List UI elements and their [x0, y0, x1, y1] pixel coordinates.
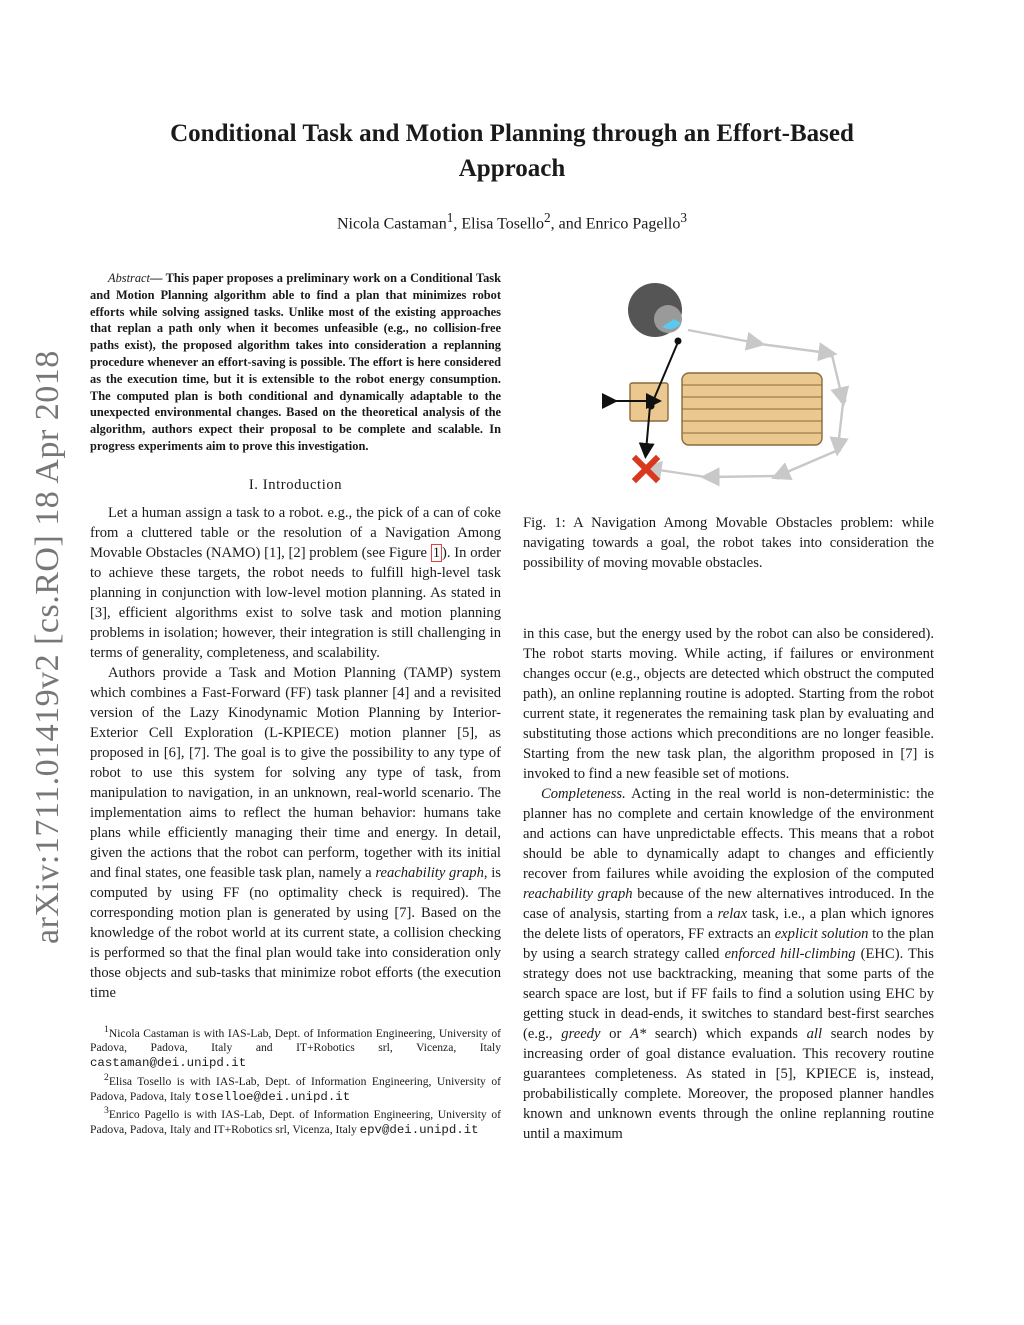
emphasis-text: reachability graph — [523, 886, 633, 902]
paragraph-text: Authors provide a Task and Motion Planning (TAMP) system which combines a Fast-Forward (FF) task planner [4] and a revisited version of the Lazy Kinodynamic Motion Planning by Interior-Exterior Cell Exploration (L-KPIECE) motion planner [5], as proposed in [6], [7]. The goal is to give the possibility to any type of robot to use this system for solving any type of task, from manipulation to navigation, in an unknown, real-world scenario. The implementation aims to reflect the human behavior: humans take plans while efficiently managing their time and energy. In detail, given the actions that the robot can perform, together with its initial and final states, one feasible task plan, namely a — [90, 664, 501, 881]
figure-caption: Fig. 1: A Navigation Among Movable Obstacles problem: while navigating towards a goal, the robot takes into consideration the possibility of moving movable obstacles. — [523, 515, 934, 571]
author-name: Elisa Tosello — [461, 215, 544, 233]
email-link[interactable]: castaman@dei.unipd.it — [90, 1056, 247, 1071]
namo-diagram — [600, 275, 860, 490]
right-column — [523, 624, 934, 1144]
footnote-text: Enrico Pagello is with IAS-Lab, Dept. of Information Engineering, University of Padova, Padova, Italy and IT+Robotics srl, Vicenza, Italy — [90, 1108, 501, 1137]
author-name: Enrico Pagello — [585, 215, 681, 233]
footnote-text: Nicola Castaman is with IAS-Lab, Dept. of Information Engineering, University of Padova, Padova, Italy and IT+Robotics srl, Vicenza, Italy — [90, 1026, 501, 1055]
emphasis-text: explicit solution — [774, 926, 869, 942]
paragraph-text: Acting in the real world is non-deterministic: the planner has no complete and certain knowledge of the environment and actions can have unpredictable effects. This means that a robot should be able to dynamically adapt to changes and efficiently recover from failures while avoiding the explosion of the computed — [523, 786, 934, 882]
paragraph-text: Let a human assign a task to a robot. e.g., the pick of a can of coke from a cluttered table or the resolution of a Navigation Among Movable Obstacles (NAMO) [1], [2] problem (see Figure — [90, 504, 501, 561]
abstract-text: This paper proposes a preliminary work on a Conditional Task and Motion Planning algorithm able to find a plan that minimizes robot efforts while solving assigned tasks. Unlike most of the existing approaches that replan a path only when it becomes unfeasible (e.g., no collision-free paths exist), the proposed algorithm takes into consideration a replanning procedure whenever an effort-saving is possible. The effort is here considered as the execution time, but it is extensible to the robot energy consumption. The computed plan is both conditional and dynamically adaptable to the unexpected environmental changes. Based on the theoretical analysis of the algorithm, authors expect their proposal to be complete and scalable. In progress experiments aim to prove this investigation. — [90, 271, 501, 453]
large-obstacle-table — [682, 373, 822, 445]
author-line — [120, 210, 904, 233]
robot — [628, 283, 682, 337]
footnote — [90, 1104, 501, 1137]
footnote-mark: 3 — [104, 1105, 109, 1117]
footnote — [90, 1023, 501, 1071]
intro-paragraph — [90, 663, 501, 1003]
emphasis-text: greedy — [561, 1026, 601, 1042]
footnotes — [90, 1023, 501, 1138]
abstract-dash: — — [150, 271, 166, 285]
arxiv-stamp: arXiv:1711.01419v2 [cs.RO] 18 Apr 2018 — [29, 350, 66, 945]
email-link[interactable]: toselloe@dei.unipd.it — [194, 1089, 351, 1104]
figure-ref-link[interactable]: 1 — [432, 544, 441, 561]
footnote-mark: 2 — [104, 1072, 109, 1084]
footnote-mark: 1 — [104, 1023, 109, 1035]
paragraph-text: to the plan by using a search strategy called — [523, 926, 934, 962]
paragraph-text: search nodes by increasing order of goal distance evaluation. This recovery routine guarantees completeness. As stated in [5], KPIECE is, instead, probabilistically complete. Moreover, the proposed planner handles known and unknown events through the online replanning routine until a maximum — [523, 1026, 934, 1142]
intro-paragraph — [90, 503, 501, 663]
emphasis-text: relax — [717, 906, 748, 922]
paper-title: Conditional Task and Motion Planning through an Effort-Based Approach — [170, 120, 854, 182]
left-column — [90, 270, 501, 1138]
completeness-paragraph — [523, 784, 934, 1144]
paragraph-text: (EHC). This strategy does not use backtracking, meaning that some parts of the search space are lost, but if FF fails to find a solution using EHC by getting stuck in dead-ends, it switches to standard best-first searches (e.g., — [523, 946, 934, 1042]
emphasis-text: all — [806, 1026, 823, 1042]
emphasis-text: enforced hill-climbing — [724, 946, 856, 962]
paragraph-heading: Completeness. — [541, 786, 626, 802]
abstract-label: Abstract — [108, 271, 150, 285]
paragraph-text: or — [600, 1026, 630, 1042]
namo-figure — [600, 275, 860, 490]
email-link[interactable]: epv@dei.unipd.it — [359, 1123, 479, 1138]
footnote-text: Elisa Tosello is with IAS-Lab, Dept. of Information Engineering, University of Padova, Padova, Italy — [90, 1074, 501, 1103]
section-heading-introduction: I. Introduction — [248, 476, 343, 493]
abstract — [90, 270, 501, 455]
paragraph-text: search) which expands — [646, 1026, 807, 1042]
emphasis-text: A* — [630, 1026, 647, 1042]
author-separator: , and — [550, 215, 586, 233]
paragraph-text: , is computed by using FF (no optimality check is required). The corresponding motion plan is generated by using [7]. Based on the knowledge of the robot world at its current state, a collision checking is performed so that the final plan would take into consideration only those objects and sub-tasks that minimize robot efforts (the execution time — [90, 864, 501, 1001]
author-affil-mark: 3 — [680, 210, 688, 225]
author-affil-mark: 1 — [446, 210, 454, 225]
paragraph-text: ). In order to achieve these targets, the robot needs to fulfill high-level task planning in conjunction with low-level motion planning. As stated in [3], efficient algorithms exist to solve task and motion planning problems in isolation; however, their integration is still challenging in terms of generality, completeness, and scalability. — [90, 544, 501, 661]
body-paragraph: in this case, but the energy used by the robot can also be considered). The robot starts moving. While acting, if failures or environment changes occur (e.g., objects are detected which obstruct the computed path), an online replanning routine is adopted. Starting from the robot current state, it regenerates the remaining task plan by evaluating and substituting those actions which preconditions are no longer feasible. Starting from the new task plan, the algorithm proposed in [7] is invoked to find a new feasible set of motions. — [523, 626, 934, 782]
paragraph-text: because of the new alternatives introduced. In the case of analysis, starting from a — [523, 886, 934, 922]
emphasis-text: reachability graph — [375, 864, 484, 881]
paragraph-text: task, i.e., a plan which ignores the delete lists of operators, FF extracts an — [523, 906, 934, 942]
footnote — [90, 1071, 501, 1104]
author-separator: , — [453, 215, 462, 233]
author-name: Nicola Castaman — [336, 215, 447, 233]
author-affil-mark: 2 — [543, 210, 551, 225]
